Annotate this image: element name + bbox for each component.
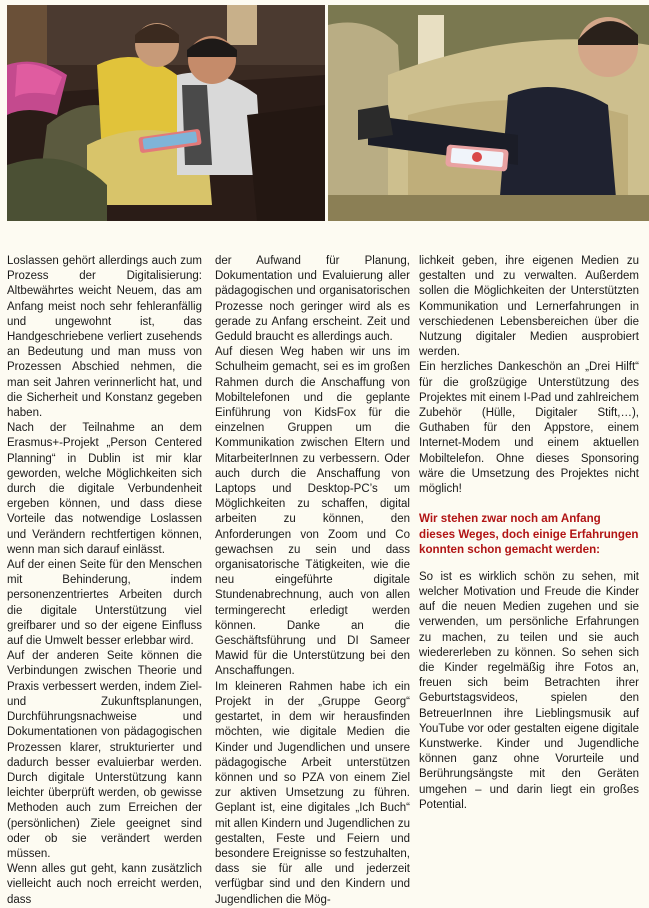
- paragraph: Auf diesen Weg haben wir uns im Schulheim gemacht, sei es im großen Rahmen durch die Anschaffung von Mobiltelefonen und die geplante Einführung von KidsFox für die einzelnen Gruppen um die Kommunikation zwischen Eltern und MitarbeiterInnen zu verbessern. Oder auch durch die Anschaffung von Laptops und Desktop-PC’s um Möglichkeiten zu schaffen, digital arbeiten zu können, den Anforderungen von Zoom und Co gewachsen zu sein und dass organisatorische Tätigkeiten, wie die neu eingeführte digitale Stundenabrechnung, auch von allen termingerecht erledigt werden können. Danke an die Geschäftsführung und DI Sameer Mawid für die Unterstützung bei den Anschaffungen.: [215, 346, 410, 678]
- article-column-3: [419, 254, 639, 813]
- paragraph: Im kleineren Rahmen habe ich ein Projekt in der „Gruppe Georg“ gestartet, in dem wir herausfinden möchten, wie digitale Medien die Kinder und Jugendlichen und unsere pädagogische Arbeit unterstützen können und so PZA von einem Ziel zur aktiven Umsetzung zu führen. Geplant ist, eine digitales „Ich Buch“ mit allen Kindern und Jugendlichen zu gestalten, Feste und Feiern und besondere Ereignisse so festzuhalten, dass sie für alle und jederzeit verfügbar sind und den Kindern und Jugendlichen die Mög-: [215, 680, 410, 906]
- paragraph: lichkeit geben, ihre eigenen Medien zu gestalten und zu verwalten. Außerdem sollen die Möglichkeiten der Unterstützten Kommunikation und Lernerfahrungen in verschiedenen Lebensbereichen über die Nutzung digitaler Medien ausprobiert werden.: [419, 255, 639, 359]
- paragraph: Ein herzliches Dankeschön an „Drei Hilft“ für die großzügige Unterstützung des Projektes mit einem I-Pad und zahlreichem Zubehör (Hülle, Digitaler Stift,…), Guthaben für den Appstore, einem Internet-Modem und einem aktuellen Mobiltelefon. Ohne dieses Sponsoring wäre die Umsetzung des Projektes nicht möglich!: [419, 361, 639, 496]
- paragraph: Nach der Teilnahme an dem Erasmus+-Projekt „Person Centered Planning“ in Dublin ist mir klar geworden, welche Möglichkeiten sich durch die digitale Verbundenheit ergeben können, und dass diese Vorteile das notwendige Loslassen und Verändern rechtfertigen können, wenn man sich darauf einlässt.: [7, 422, 202, 556]
- photo-young-man-with-tablet: [328, 5, 649, 221]
- paragraph: Auf der einen Seite für den Menschen mit Behinderung, indem personenzentriertes Arbeiten durch die digitale Unterstützung viel greifbarer und so der eigene Einfluss auf die Umwelt besser erlebbar wird.: [7, 559, 202, 648]
- highlight-callout: Wir stehen zwar noch am Anfang dieses Weges, doch einige Erfahrungen konnten schon gemacht werden:: [419, 512, 639, 557]
- paragraph: So ist es wirklich schön zu sehen, mit welcher Motivation und Freude die Kinder auf die neuen Medien zugehen und sie verwenden, um persönliche Erfahrungen zu machen, zu teilen und sie auch wiedererleben zu können. So sehen sich die Kinder regelmäßig ihre Fotos an, freuen sich beim Betrachten ihrer Geburtstagsvideos, spielen den BetreuerInnen ihre Lieblingsmusik auf YouTube vor oder gestalten eigene digitale Kunstwerke. Kinder und Jugendliche können ganz ohne Vorurteile und Berührungsängste mit den Geräten umgehen – und darin liegt ein großes Potential.: [419, 570, 639, 811]
- photo-strip: [7, 5, 649, 221]
- paragraph: Wenn alles gut geht, kann zusätzlich vielleicht auch noch erreicht werden, dass: [7, 863, 202, 906]
- paragraph: der Aufwand für Planung, Dokumentation und Evaluierung aller pädagogischen und organisatorischen Prozesse noch geringer wird als es gerade zu Anfang erscheint. Zeit und Geduld braucht es allerdings auch.: [215, 255, 410, 344]
- article-column-2: [215, 254, 410, 908]
- photo-young-man-tablet-armchair: [328, 5, 649, 221]
- photo-boys-with-tablet: [7, 5, 325, 221]
- article-column-1: [7, 254, 202, 908]
- paragraph: Loslassen gehört allerdings auch zum Prozess der Digitalisierung: Altbewährtes weicht Neuem, das am Anfang meist noch sehr fehleranfällig und ungewohnt ist, das Handgeschriebene verliert zusehends an Bedeutung und man muss von Prozessen Abschied nehmen, die man seit Jahren verinnerlicht hat, und die Sicherheit und Konstanz gegeben haben.: [7, 255, 202, 420]
- paragraph: Auf der anderen Seite können die Verbindungen zwischen Theorie und Praxis verbessert werden, indem Ziel- und Zukunftsplanungen, Durchführungsnachweise und Dokumentationen von pädagogischen Prozessen klarer, strukturierter und dadurch besser evaluierbar werden. Durch digitale Unterstützung kann leichter überprüft werden, ob gewisse Methoden auch zum Erreichen der (persönlichen) Ziele geeignet sind oder ob sie verändert werden müssen.: [7, 650, 202, 860]
- photo-two-boys-tablet-on-couch: [7, 5, 325, 221]
